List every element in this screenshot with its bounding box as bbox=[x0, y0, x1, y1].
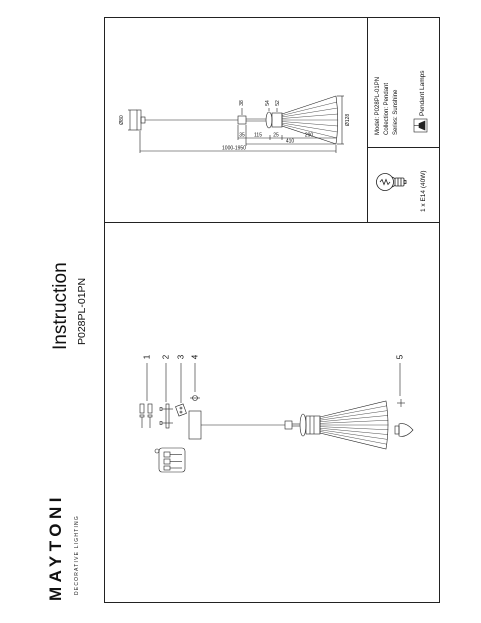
collection-line: Collection: Pendant bbox=[384, 82, 390, 135]
bulb-spec: 1 x E14 (40W) bbox=[420, 170, 427, 212]
callout-number: 5 bbox=[395, 354, 405, 360]
brand-tagline: DECORATIVE LIGHTING bbox=[74, 515, 80, 595]
model-line: Model: P028PL-01PN bbox=[375, 76, 381, 135]
segment-length-label: 35 bbox=[239, 132, 245, 139]
callout-number: 4 bbox=[190, 354, 200, 360]
category-label: Pendant Lamps bbox=[419, 70, 426, 116]
canopy-stem bbox=[141, 117, 145, 123]
segment-length-label: 25 bbox=[273, 132, 279, 139]
pendant-lamp-icon bbox=[414, 119, 427, 132]
mounting-bracket bbox=[160, 404, 173, 428]
canopy bbox=[137, 110, 141, 130]
part-diameter-label: 54 bbox=[265, 100, 271, 106]
shade-ribs bbox=[320, 406, 388, 444]
series-line: Series: Sunshine bbox=[393, 89, 399, 135]
light-bulb-icon bbox=[377, 174, 407, 191]
socket-marker-icon bbox=[397, 399, 405, 407]
canopy-diameter-label: Ø80 bbox=[119, 115, 125, 125]
shade-diameter-label: Ø128 bbox=[345, 113, 351, 127]
callout-number: 3 bbox=[176, 354, 186, 360]
canopy-hook bbox=[190, 396, 200, 401]
dimension-drawing bbox=[128, 96, 344, 153]
decor-ring bbox=[300, 414, 306, 436]
shade-collar bbox=[272, 113, 282, 127]
decor-ring bbox=[266, 112, 272, 128]
candle-bulb bbox=[395, 424, 413, 437]
terminal-block bbox=[176, 404, 187, 416]
segment-length-label: 115 bbox=[254, 132, 262, 139]
model-code: P028PL-01PN bbox=[76, 277, 88, 345]
page-title: Instruction bbox=[50, 262, 71, 350]
part-diameter-label: 38 bbox=[239, 100, 245, 106]
overall-length-label: 1000-1950 bbox=[222, 145, 246, 152]
socket-cap bbox=[238, 116, 246, 124]
wiring-detail bbox=[155, 448, 185, 472]
brand-logo: MAYTONI bbox=[46, 492, 65, 601]
lamp-length-label: 410 bbox=[285, 138, 295, 145]
callout-number: 1 bbox=[142, 354, 152, 360]
ceiling-canopy bbox=[189, 411, 201, 439]
part-diameter-label: 52 bbox=[275, 100, 281, 106]
shade-collar bbox=[306, 416, 320, 434]
socket-cap bbox=[285, 421, 292, 429]
callout-number: 2 bbox=[161, 354, 171, 360]
screws-and-dowels bbox=[140, 404, 152, 428]
segment-length-label: 290 bbox=[304, 132, 314, 139]
